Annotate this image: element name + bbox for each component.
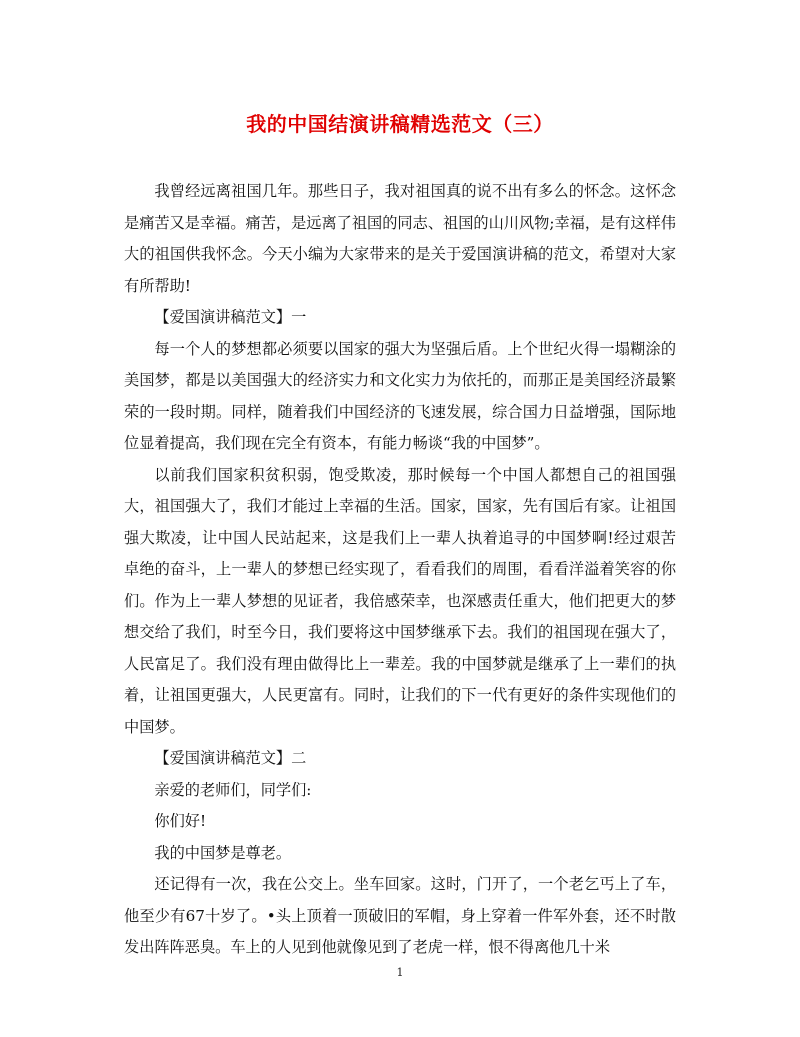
paragraph-greeting: 你们好! xyxy=(154,812,207,830)
paragraph-intro: 我曾经远离祖国几年。那些日子，我对祖国真的说不出有多么的怀念。这怀念是痛苦又是幸福。痛苦，是远离了祖国的同志、祖国的山川风物;幸福，是有这样伟大的祖国供我怀念。今天小编为大家带来的是关于爱国演讲稿的范文，希望对大家有所帮助! xyxy=(124,182,676,295)
paragraph-salutation: 亲爱的老师们，同学们: xyxy=(154,780,312,799)
paragraph: 以前我们国家积贫积弱，饱受欺凌，那时候每一个中国人都想自己的祖国强大，祖国强大了，我们才能过上幸福的生活。国家，国家，先有国后有家。让祖国强大欺凌，让中国人民站起来，这是我们上一辈人执着追寻的中国梦啊!经过艰苦卓绝的奋斗，上一辈人的梦想已经实现了，看看我们的周围，看看洋溢着笑容的你们。作为上一辈人梦想的见证者，我倍感荣幸，也深感责任重大，他们把更大的梦想交给了我们，时至今日，我们要将这中国梦继承下去。我们的祖国现在强大了，人民富足了。我们没有理由做得比上一辈差。我的中国梦就是继承了上一辈们的执着，让祖国更强大，人民更富有。同时，让我们的下一代有更好的条件实现他们的中国梦。 xyxy=(124,465,676,736)
page-number: 1 xyxy=(396,966,404,979)
article-body xyxy=(124,176,676,964)
section-heading-2: 【爱国演讲稿范文】二 xyxy=(154,749,307,767)
paragraph: 我的中国梦是尊老。 xyxy=(154,843,292,862)
page-title: 我的中国结演讲稿精选范文（三） xyxy=(246,112,554,136)
section-heading-1: 【爱国演讲稿范文】一 xyxy=(154,308,307,326)
paragraph: 每一个人的梦想都必须要以国家的强大为坚强后盾。上个世纪火得一塌糊涂的美国梦，都是以美国强大的经济实力和文化实力为依托的，而那正是美国经济最繁荣的一段时期。同样，随着我们中国经济的飞速发展，综合国力日益增强，国际地位显着提高，我们现在完全有资本，有能力畅谈“我的中国梦”。 xyxy=(124,339,676,452)
paragraph: 还记得有一次，我在公交上。坐车回家。这时，门开了，一个老乞丐上了车，他至少有67十岁了。•头上顶着一顶破旧的军帽，身上穿着一件军外套，还不时散发出阵阵恶臭。车上的人见到他就像见到了老虎一样，恨不得离他几十米 xyxy=(124,875,676,956)
